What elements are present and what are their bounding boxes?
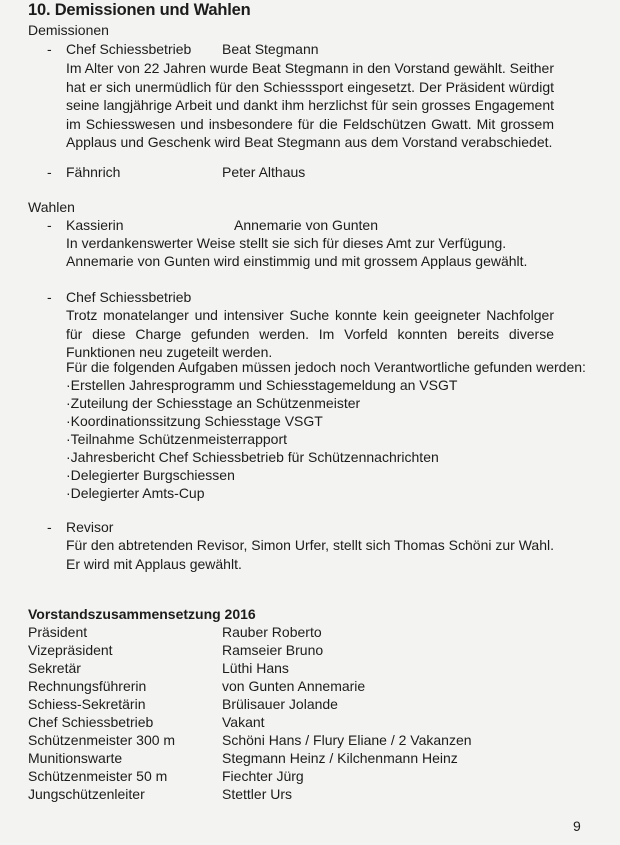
page-number: 9 [573, 818, 581, 834]
wahl-text: Trotz monatelanger und intensiver Suche konnte kein geeigneter Nachfolger für diese Charge gefunden werden. Im Vorfeld konnten bereits diverse Funktionen neu zugeteilt werden. [66, 307, 554, 360]
vorstand-name: Fiechter Jürg [222, 768, 304, 784]
bullet: · [66, 485, 71, 501]
list-dash: - [47, 41, 52, 57]
vorstand-role: Schützenmeister 50 m [28, 768, 168, 784]
bullet: · [66, 431, 71, 447]
vorstand-name: Stettler Urs [222, 786, 293, 802]
list-dash: - [47, 519, 52, 535]
vorstand-name: Rauber Roberto [222, 624, 322, 640]
task-item: ·Delegierter Burgschiessen [66, 467, 235, 483]
vorstand-heading: Vorstandszusammensetzung 2016 [28, 606, 256, 622]
wahl-role: Revisor [66, 519, 114, 535]
task-item: ·Zuteilung der Schiesstage an Schützenmeister [66, 395, 361, 411]
vorstand-name: Lüthi Hans [222, 660, 289, 676]
bullet: · [66, 377, 71, 393]
list-dash: - [47, 289, 52, 305]
bullet: · [66, 395, 71, 411]
vorstand-role: Schützenmeister 300 m [28, 732, 176, 748]
task-item: ·Jahresbericht Chef Schiessbetrieb für Schützennachrichten [66, 449, 439, 465]
vorstand-name: von Gunten Annemarie [222, 678, 366, 694]
bullet: · [66, 467, 71, 483]
vorstand-name: Stegmann Heinz / Kilchenmann Heinz [222, 750, 458, 766]
vorstand-role: Schiess-Sekretärin [28, 696, 146, 712]
vorstand-name: Ramseier Bruno [222, 642, 324, 658]
section-title: 10. Demissionen und Wahlen [28, 1, 251, 19]
vorstand-name: Brülisauer Jolande [222, 696, 338, 712]
wahl-name: Annemarie von Gunten [234, 217, 378, 233]
wahl-intro: Für die folgenden Aufgaben müssen jedoch noch Verantwortliche gefunden werden: [66, 359, 586, 375]
task-item: ·Koordinationssitzung Schiesstage VSGT [66, 413, 323, 429]
vorstand-name: Vakant [222, 714, 265, 730]
vorstand-name: Schöni Hans / Flury Eliane / 2 Vakanzen [222, 732, 472, 748]
vorstand-role: Präsident [28, 624, 88, 640]
demission-text: Im Alter von 22 Jahren wurde Beat Stegmann in den Vorstand gewählt. Seither hat er sich unermüdlich für den Schiesssport eingesetzt. Der Präsident würdigt seine langjährige Arbeit und dankt ihm herzlichst für sein grosses Engagement im Schiesswesen und insbesondere für die Feldschützen Gwatt. Mit grossem Applaus und Geschenk wird Beat Stegmann aus dem Vorstand verabschiedet. [66, 60, 554, 150]
task-item: ·Teilnahme Schützenmeisterrapport [66, 431, 288, 447]
task-item: ·Delegierter Amts-Cup [66, 485, 205, 501]
vorstand-role: Vizepräsident [28, 642, 113, 658]
vorstand-role: Munitionswarte [28, 750, 123, 766]
list-dash: - [47, 217, 52, 233]
demissionen-heading: Demissionen [28, 22, 109, 38]
wahl-role: Kassierin [66, 217, 124, 233]
wahl-text: Für den abtretenden Revisor, Simon Urfer, stellt sich Thomas Schöni zur Wahl. Er wird mit Applaus gewählt. [66, 537, 554, 572]
demission-role: Fähnrich [66, 164, 121, 180]
vorstand-role: Sekretär [28, 660, 81, 676]
vorstand-role: Rechnungsführerin [28, 678, 147, 694]
list-dash: - [47, 164, 52, 180]
task-item: ·Erstellen Jahresprogramm und Schiesstagemeldung an VSGT [66, 377, 458, 393]
bullet: · [66, 449, 71, 465]
demission-name: Beat Stegmann [222, 41, 319, 57]
vorstand-role: Chef Schiessbetrieb [28, 714, 154, 730]
wahl-text: Annemarie von Gunten wird einstimmig und mit grossem Applaus gewählt. [66, 253, 528, 269]
vorstand-role: Jungschützenleiter [28, 786, 145, 802]
demission-role: Chef Schiessbetrieb [66, 41, 192, 57]
wahl-role: Chef Schiessbetrieb [66, 289, 192, 305]
wahlen-heading: Wahlen [28, 199, 75, 215]
wahl-text: In verdankenswerter Weise stellt sie sich für dieses Amt zur Verfügung. [66, 235, 507, 251]
demission-name: Peter Althaus [222, 164, 306, 180]
bullet: · [66, 413, 71, 429]
